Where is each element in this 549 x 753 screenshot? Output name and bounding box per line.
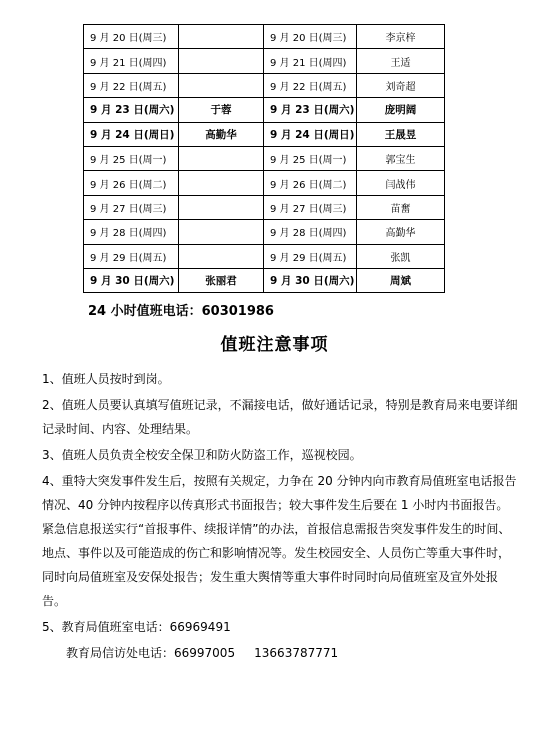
notes-title: 值班注意事项 [220,335,329,355]
name-cell: 庞明阔 [357,98,445,122]
table-row [84,171,445,195]
date-cell: 9 月 30 日(周六) [264,268,357,292]
name-cell [179,25,264,49]
name-cell [179,171,264,195]
name-cell: 郭宝生 [357,146,445,170]
note-item: 4、重特大突发事件发生后，按照有关规定，力争在 20 分钟内向市教育局值班室电话报告情况、40 分钟内按程序以传真形式书面报告；较大事件发生后要在 1 小时内书面报告。紧急信息报送实行“首报事件、续报详情”的办法，首报信息需报告突发事件发生的时间、地点、事件以及可能造成的伤亡和影响情况等。发生校园安全、人员伤亡等重大事件时，同时向局值班室及安保处报告；发生重大舆情等重大事件时同时向局值班室及宣外处报告。 [42,474,517,608]
name-cell [179,244,264,268]
date-cell: 9 月 29 日(周五) [264,244,357,268]
date-cell: 9 月 22 日(周五) [84,73,179,97]
name-cell: 王适 [357,49,445,73]
date-cell: 9 月 26 日(周二) [84,171,179,195]
name-cell [179,220,264,244]
name-cell: 刘奇超 [357,73,445,97]
name-cell [179,73,264,97]
name-cell: 于蓉 [179,98,264,122]
table-row [84,244,445,268]
notes-list [42,367,520,667]
table-row [84,146,445,170]
date-cell: 9 月 22 日(周五) [264,73,357,97]
name-cell [179,195,264,219]
name-cell: 李京梓 [357,25,445,49]
date-cell: 9 月 30 日(周六) [84,268,179,292]
table-row [84,195,445,219]
date-cell: 9 月 21 日(周四) [84,49,179,73]
date-cell: 9 月 21 日(周四) [264,49,357,73]
note-item: 5、教育局值班室电话：66969491 [42,620,231,634]
name-cell: 苗奮 [357,195,445,219]
note-extra: 教育局信访处电话：66997005 13663787771 [66,646,339,660]
date-cell: 9 月 27 日(周三) [84,195,179,219]
date-cell: 9 月 23 日(周六) [264,98,357,122]
note-item: 1、值班人员按时到岗。 [42,372,170,386]
table-row [84,73,445,97]
date-cell: 9 月 23 日(周六) [84,98,179,122]
date-cell: 9 月 26 日(周二) [264,171,357,195]
date-cell: 9 月 27 日(周三) [264,195,357,219]
date-cell: 9 月 29 日(周五) [84,244,179,268]
table-row [84,25,445,49]
name-cell [179,49,264,73]
table-row [84,268,445,292]
name-cell [179,146,264,170]
name-cell: 王晟昱 [357,122,445,146]
date-cell: 9 月 28 日(周四) [264,220,357,244]
table-row [84,49,445,73]
table-row [84,122,445,146]
name-cell: 张凯 [357,244,445,268]
duty-schedule-table [83,24,445,293]
date-cell: 9 月 20 日(周三) [264,25,357,49]
date-cell: 9 月 24 日(周日) [264,122,357,146]
date-cell: 9 月 28 日(周四) [84,220,179,244]
note-item: 2、值班人员要认真填写值班记录，不漏接电话，做好通话记录，特别是教育局来电要详细记录时间、内容、处理结果。 [42,398,518,436]
name-cell: 高勤华 [179,122,264,146]
name-cell: 高勤华 [357,220,445,244]
date-cell: 9 月 25 日(周一) [264,146,357,170]
date-cell: 9 月 24 日(周日) [84,122,179,146]
note-item: 3、值班人员负责全校安全保卫和防火防盗工作，巡视校园。 [42,448,362,462]
date-cell: 9 月 20 日(周三) [84,25,179,49]
name-cell: 闫战伟 [357,171,445,195]
date-cell: 9 月 25 日(周一) [84,146,179,170]
name-cell: 周斌 [357,268,445,292]
hotline-text: 24 小时值班电话：60301986 [88,304,274,319]
name-cell: 张丽君 [179,268,264,292]
table-row [84,220,445,244]
table-row [84,98,445,122]
